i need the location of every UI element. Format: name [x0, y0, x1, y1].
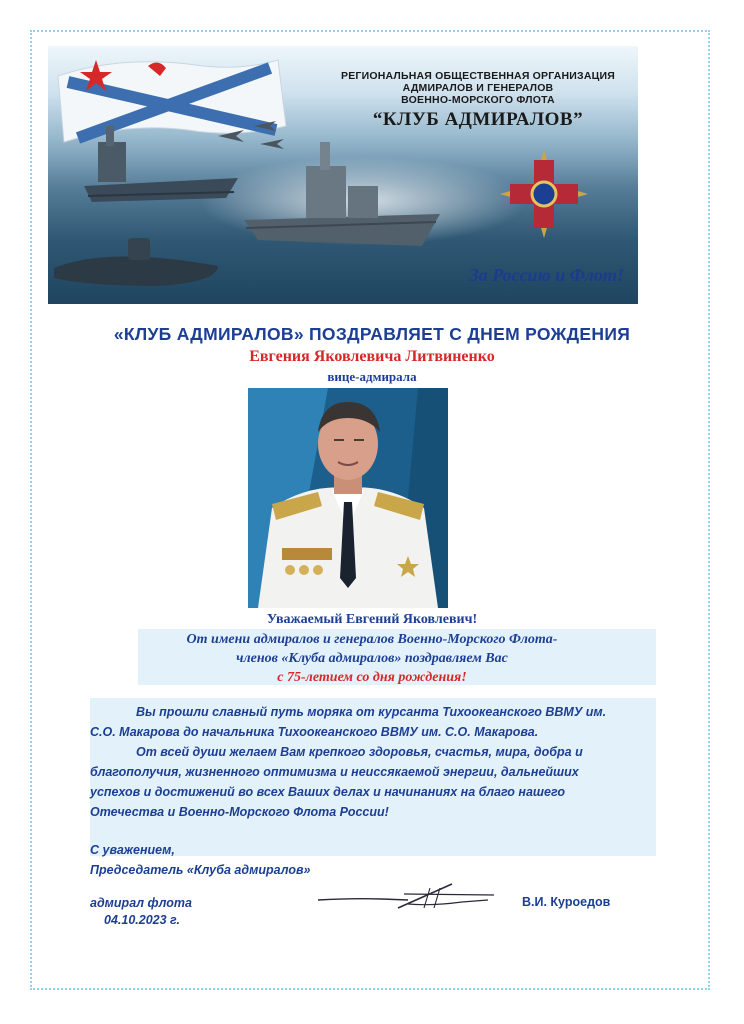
body-p2-line-3: успехов и достижений во всех Ваших делах и начинаниях на благо нашего	[90, 785, 565, 799]
club-name: “КЛУБ АДМИРАЛОВ”	[372, 109, 584, 130]
naval-flag-icon	[58, 60, 286, 142]
carrier-icon	[84, 126, 238, 202]
signer-name: В.И. Куроедов	[522, 895, 611, 909]
body-p2-line-1: От всей души желаем Вам крепкого здоровья, счастья, мира, добра и	[136, 745, 583, 759]
closing-block	[90, 840, 310, 880]
honoree-rank: вице-адмирала	[327, 369, 417, 384]
honoree-name: Евгения Яковлевича Литвиненко	[249, 348, 495, 365]
org-line-2: АДМИРАЛОВ И ГЕНЕРАЛОВ	[402, 82, 554, 94]
banner-motto: За Россию и Флот!	[469, 265, 624, 285]
order-emblem-icon	[500, 150, 588, 238]
signer-rank: адмирал флота	[90, 896, 192, 910]
letter-date: 04.10.2023 г.	[104, 913, 181, 927]
body-text	[90, 702, 650, 822]
body-p2-line-4: Отечества и Военно-Морского Флота России!	[90, 805, 389, 819]
congratulation-heading: «КЛУБ АДМИРАЛОВ» ПОЗДРАВЛЯЕТ С ДНЕМ РОЖДЕНИЯ	[113, 324, 631, 344]
intro-line-3: с 75-летием со дня рождения!	[277, 670, 467, 685]
cruiser-icon	[244, 142, 440, 246]
intro-line-2: членов «Клуба адмиралов» поздравляем Вас	[236, 651, 508, 666]
header-banner	[48, 46, 638, 304]
submarine-icon	[54, 238, 218, 286]
greeting: Уважаемый Евгений Яковлевич!	[266, 612, 478, 627]
organization-title	[328, 70, 628, 131]
intro-line-1: От имени адмиралов и генералов Военно-Морского Флота-	[186, 632, 558, 647]
body-p2-line-2: благополучия, жизненного оптимизма и неиссякаемой энергии, дальнейших	[90, 765, 579, 779]
chairman-position: Председатель «Клуба адмиралов»	[90, 863, 311, 877]
org-line-3: ВОЕННО-МОРСКОГО ФЛОТА	[401, 94, 555, 106]
intro-text	[0, 630, 744, 687]
body-p1-line-2: С.О. Макарова до начальника Тихоокеанского ВВМУ им. С.О. Макарова.	[90, 725, 539, 739]
portrait-illustration	[248, 388, 448, 608]
portrait-photo	[248, 388, 448, 608]
regards-text: С уважением,	[90, 843, 175, 857]
org-line-1: РЕГИОНАЛЬНАЯ ОБЩЕСТВЕННАЯ ОРГАНИЗАЦИЯ	[341, 70, 615, 82]
signature-icon	[312, 878, 502, 914]
body-p1-line-1: Вы прошли славный путь моряка от курсанта Тихоокеанского ВВМУ им.	[136, 705, 607, 719]
